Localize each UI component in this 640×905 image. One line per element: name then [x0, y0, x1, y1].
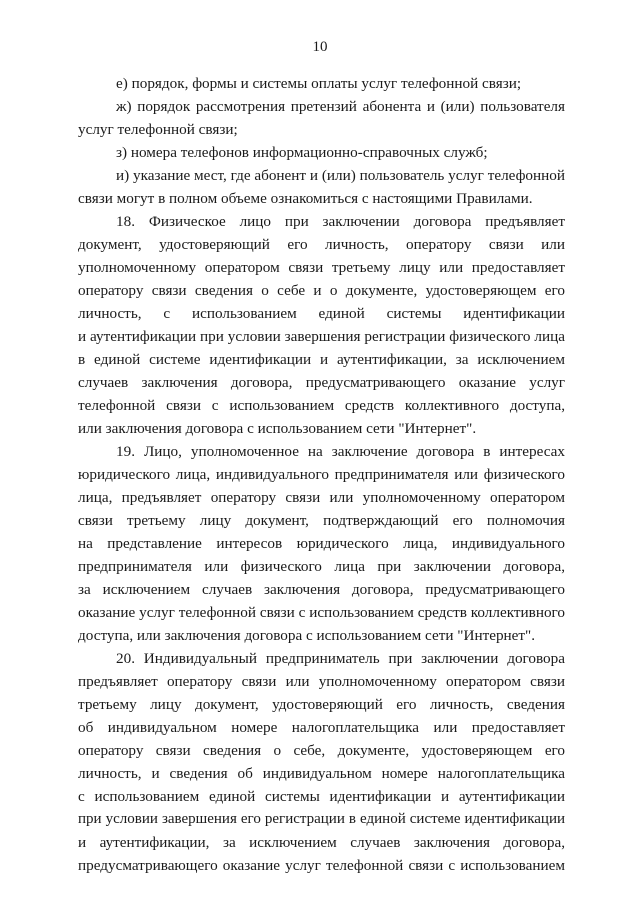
text-line: с использованием единой системы идентификации и аутентификации — [78, 788, 565, 805]
text-line: доступа, или заключения договора с использованием сети "Интернет". — [78, 627, 536, 644]
text-line: при условии завершения его регистрации в единой системе идентификации — [78, 811, 565, 827]
document-text-body — [78, 72, 565, 877]
text-line: услуг телефонной связи; — [78, 121, 238, 138]
text-line: 18. Физическое лицо при заключении договора предъявляет — [116, 213, 565, 230]
text-line: уполномоченному оператором связи третьему лицу или предоставляет — [78, 259, 565, 276]
text-line: и аутентификации, за исключением случаев заключения договора, — [78, 834, 565, 851]
text-line: в единой системе идентификации и аутентификации, за исключением — [78, 351, 565, 368]
text-line: третьему лицу документ, удостоверяющий его личность, сведения — [78, 696, 565, 713]
page-number: 10 — [312, 39, 328, 55]
text-line: и) указание мест, где абонент и (или) пользователь услуг телефонной — [116, 167, 565, 184]
text-line: з) номера телефонов информационно-справочных служб; — [116, 144, 488, 161]
text-line: личность, и сведения об индивидуальном номере налогоплательщика — [78, 765, 565, 782]
text-line: случаев заключения договора, предусматривающего оказание услуг — [78, 374, 565, 391]
text-line: и аутентификации при условии завершения регистрации физического лица — [78, 328, 565, 345]
text-line: за исключением случаев заключения договора, предусматривающего — [78, 581, 565, 598]
text-line: документ, удостоверяющий его личность, оператору связи или — [78, 236, 565, 253]
text-line: е) порядок, формы и системы оплаты услуг телефонной связи; — [116, 75, 522, 92]
text-line: юридического лица, индивидуального предпринимателя или физического — [78, 466, 565, 483]
text-line: или заключения договора с использованием сети "Интернет". — [78, 420, 477, 437]
text-line: телефонной связи с использованием средств коллективного доступа, — [78, 397, 565, 414]
text-line: связи могут в полном объеме ознакомиться с настоящими Правилами. — [78, 190, 533, 207]
text-line: оператору связи сведения о себе, документе, удостоверяющем его — [78, 742, 565, 759]
text-line: лица, предъявляет оператору связи или уполномоченному оператором — [78, 489, 565, 506]
text-line: предусматривающего оказание услуг телефонной связи с использованием — [78, 857, 565, 874]
text-line: об индивидуальном номере налогоплательщика или предоставляет — [78, 719, 565, 736]
text-line: личность, с использованием единой системы идентификации — [78, 305, 565, 322]
text-line: связи третьему лицу документ, подтверждающий его полномочия — [78, 512, 565, 529]
text-line: предъявляет оператору связи или уполномоченному оператором связи — [78, 673, 565, 690]
text-line: предпринимателя или физического лица при заключении договора, — [78, 558, 565, 575]
text-line: на представление интересов юридического лица, индивидуального — [78, 535, 565, 552]
text-line: 20. Индивидуальный предприниматель при заключении договора — [116, 650, 565, 667]
text-line: оператору связи сведения о себе и о документе, удостоверяющем его — [78, 282, 565, 299]
text-line: ж) порядок рассмотрения претензий абонента и (или) пользователя — [116, 98, 565, 115]
text-line: оказание услуг телефонной связи с использованием средств коллективного — [78, 604, 565, 621]
text-line: 19. Лицо, уполномоченное на заключение договора в интересах — [116, 443, 565, 460]
